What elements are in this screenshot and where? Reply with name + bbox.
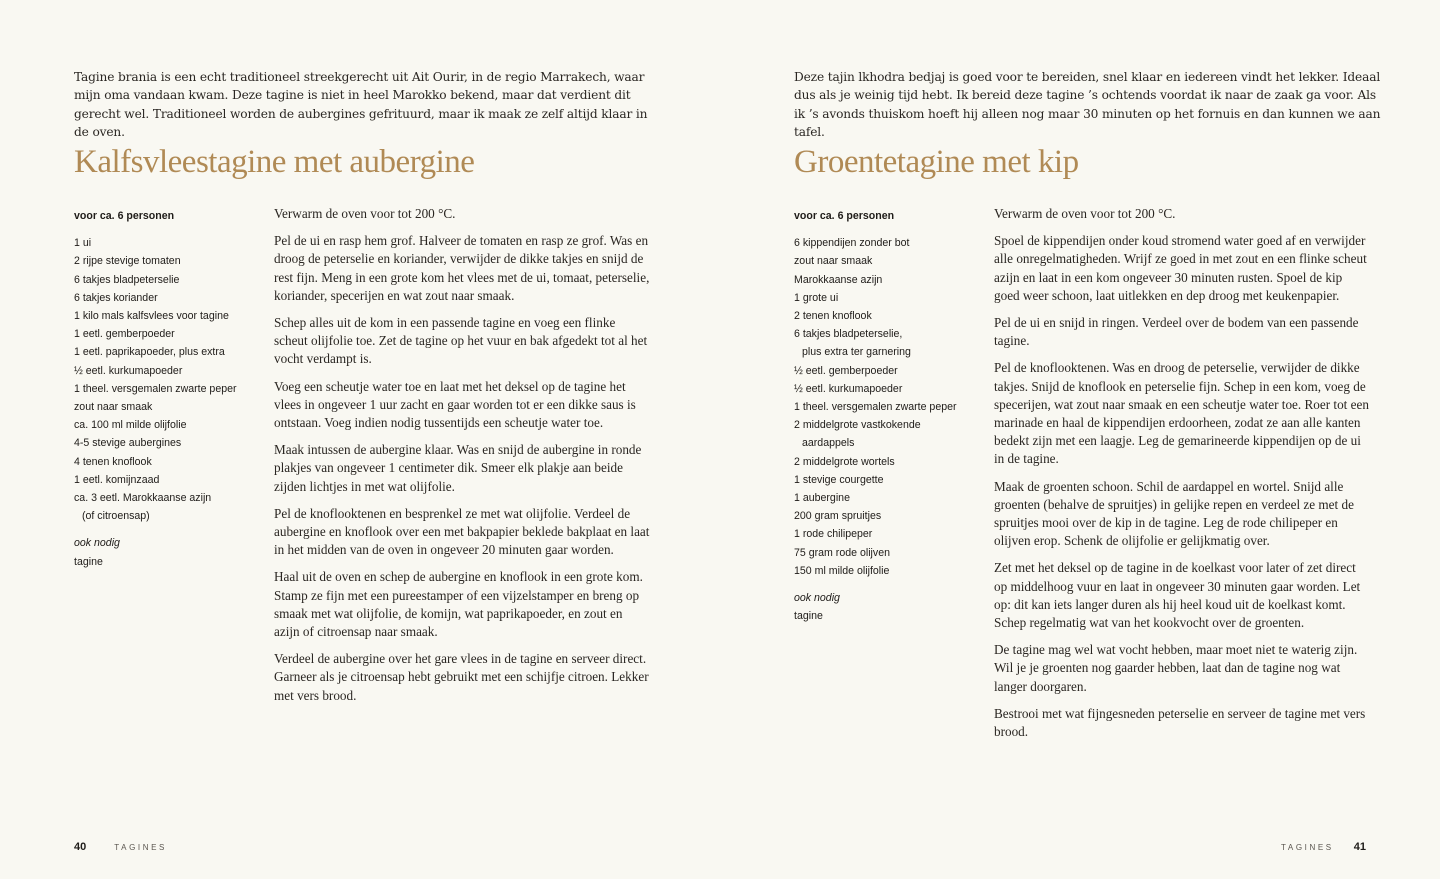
ingredient-item: ½ eetl. kurkumapoeder	[794, 382, 903, 395]
method-step: Verdeel de aubergine over het gare vlees in de tagine en serveer direct. Garneer als je citroensap hebt gebruikt met een schijfje citroen. Lekker met vers brood.	[274, 651, 649, 703]
method-step: Voeg een scheutje water toe en laat met het deksel op de tagine het vlees in ongeveer 1 uur zacht en gaar worden tot er een dikke saus is ontstaan. Voeg indien nodig tussentijds een scheutje water toe.	[274, 378, 636, 431]
ingredient-list	[74, 207, 264, 571]
method-step: Pel de ui en snijd in ringen. Verdeel over de bodem van een passende tagine.	[994, 315, 1359, 349]
section-name: TAGINES	[1281, 843, 1334, 852]
method-step: Verwarm de oven voor tot 200 °C.	[994, 206, 1176, 221]
ingredient-item: 150 ml milde olijfolie	[794, 564, 890, 577]
ingredient-item: 6 takjes koriander	[74, 291, 158, 304]
method-step: Pel de knoflooktenen en besprenkel ze met wat olijfolie. Verdeel de aubergine en knoflook over een met bakpapier beklede bakplaat en laat in het midden van de oven in ongeveer 20 minuten gaar worden.	[274, 505, 650, 558]
ingredient-item: 200 gram spruitjes	[794, 510, 882, 523]
ingredient-item: 1 rode chilipeper	[794, 528, 873, 541]
page-footer	[1281, 841, 1366, 853]
page-number: 41	[1353, 841, 1366, 853]
ingredient-item: 6 kippendijen zonder bot	[794, 237, 910, 250]
section-name: TAGINES	[114, 843, 167, 852]
ingredient-item: 1 aubergine	[794, 492, 850, 505]
ingredient-item: 2 tenen knoflook	[794, 310, 872, 323]
method-step: Zet met het deksel op de tagine in de koelkast voor later of zet direct op middelhoog vuur en laat in ongeveer 30 minuten gaar worden. Let op: dit kan iets langer duren als hij heel koud uit de koelkast komt. Schep regelmatig wat van het kookvocht over de groenten.	[994, 560, 1361, 631]
ingredient-item: 1 eetl. paprikapoeder, plus extra	[74, 346, 225, 359]
page-number: 40	[74, 841, 87, 853]
method-step: Maak de groenten schoon. Schil de aardappel en wortel. Snijd alle groenten (behalve de spruitjes) in gelijke repen en verdeel ze met de spruitjes mooi over de kip in de tagine. Leg de rode chilipeper en olijven erop. Schenk de olijfolie er gelijkmatig over.	[994, 478, 1354, 549]
also-needed-item: tagine	[794, 610, 823, 623]
ingredient-item: 6 takjes bladpeterselie,	[794, 328, 903, 341]
ingredient-item: 4-5 stevige aubergines	[74, 437, 182, 450]
ingredient-item: 1 grote ui	[794, 291, 839, 304]
recipe-title: Groentetagine met kip	[794, 144, 1079, 180]
method-step: Spoel de kippendijen onder koud stromend water goed af en verwijder alle onregelmatigheden. Wrijf ze goed in met zout en een flinke scheut azijn en laat in een kom ongeveer 30 minuten rusten. Spoel de kip goed weer schoon, laat uitlekken en dep droog met keukenpapier.	[994, 233, 1367, 303]
ingredient-item: 1 ui	[74, 237, 92, 250]
ingredient-item: ca. 3 eetl. Marokkaanse azijn	[74, 492, 212, 505]
method-step: Haal uit de oven en schep de aubergine en knoflook in een grote kom. Stamp ze fijn met een pureestamper of een vijzelstamper en breng op smaak met wat olijfolie, de komijn, wat paprikapoeder, en zout en azijn of citroensap naar smaak.	[274, 569, 643, 640]
servings-label: voor ca. 6 personen	[794, 210, 895, 222]
ingredient-item: 75 gram rode olijven	[794, 546, 890, 559]
ingredient-item: Marokkaanse azijn	[794, 273, 883, 286]
ingredient-item: 1 theel. versgemalen zwarte peper	[794, 401, 957, 414]
ingredient-item: 6 takjes bladpeterselie	[74, 273, 180, 286]
ingredient-item: 4 tenen knoflook	[74, 455, 152, 468]
recipe-title: Kalfsvleestagine met aubergine	[74, 144, 475, 180]
also-needed-label: ook nodig	[794, 592, 840, 605]
method-step: Verwarm de oven voor tot 200 °C.	[274, 206, 456, 221]
right-page	[720, 0, 1440, 879]
method-step: Bestrooi met wat fijngesneden peterselie en serveer de tagine met vers brood.	[994, 705, 1366, 740]
page-footer	[74, 841, 167, 853]
ingredient-item: 1 kilo mals kalfsvlees voor tagine	[74, 310, 229, 323]
ingredient-item: 2 rijpe stevige tomaten	[74, 255, 181, 268]
also-needed-label: ook nodig	[74, 537, 120, 550]
ingredient-item: 1 theel. versgemalen zwarte peper	[74, 382, 237, 395]
ingredient-item: ½ eetl. gemberpoeder	[794, 364, 898, 377]
ingredient-item: ca. 100 ml milde olijfolie	[74, 419, 187, 432]
method-step: Maak intussen de aubergine klaar. Was en snijd de aubergine in ronde plakjes van ongeveer 1 centimeter dik. Smeer elk plakje aan beide zijden lichtjes in met wat olijfolie.	[274, 442, 642, 494]
method-step: Pel de ui en rasp hem grof. Halveer de tomaten en rasp ze grof. Was en droog de peterselie en koriander, verwijder de dikke takjes en snijd de rest fijn. Meng in een grote kom het vlees met de ui, tomaat, peterselie, koriander, specerijen en wat zout naar smaak.	[274, 233, 650, 303]
method-step: De tagine mag wel wat vocht hebben, maar moet niet te waterig zijn. Wil je je groenten nog gaarder hebben, laat dan de tagine nog wat langer doorgaren.	[994, 642, 1358, 694]
ingredient-list	[794, 207, 984, 625]
ingredient-item: 2 middelgrote vastkokende	[794, 419, 921, 432]
recipe-intro: Tagine brania is een echt traditioneel streekgerecht uit Ait Ourir, in de regio Marrakech, waar mijn oma vandaan kwam. Deze tagine is niet in heel Marokko bekend, maar dat verdient dit gerecht wel. Traditioneel worden de aubergines gefrituurd, maar ik maak ze zelf altijd klaar in de oven.	[74, 70, 648, 139]
method-steps	[994, 205, 1370, 750]
ingredient-item: 1 eetl. gemberpoeder	[74, 328, 175, 341]
ingredient-item: aardappels	[802, 437, 855, 450]
recipe-intro: Deze tajin lkhodra bedjaj is goed voor te bereiden, snel klaar en iedereen vindt het lekker. Ideaal dus als je weinig tijd hebt. Ik bereid deze tagine ’s ochtends voordat ik naar de zaak ga voor. Als ik ’s avonds thuiskom hoeft hij alleen nog maar 30 minuten op het fornuis en dan kunnen we aan tafel.	[794, 70, 1381, 139]
ingredient-item: 1 eetl. komijnzaad	[74, 473, 160, 486]
ingredient-item: 1 stevige courgette	[794, 473, 884, 486]
ingredient-item: (of citroensap)	[82, 510, 150, 523]
method-step: Pel de knoflooktenen. Was en droog de peterselie, verwijder de dikke takjes. Snijd de knoflook en peterselie fijn. Schep in een kom, voeg de specerijen, wat zout naar smaak en een scheutje water toe. Roer tot een marinade en haal de kippendijen erdoorheen, zodat ze aan alle kanten bedekt zijn met een laagje. Leg de gemarineerde kippendijen op de ui in de tagine.	[994, 360, 1369, 467]
ingredient-item: zout naar smaak	[74, 401, 153, 414]
ingredient-item: 2 middelgrote wortels	[794, 455, 895, 468]
ingredient-item: ½ eetl. kurkumapoeder	[74, 364, 183, 377]
ingredient-item: zout naar smaak	[794, 255, 873, 268]
also-needed-item: tagine	[74, 555, 103, 568]
servings-label: voor ca. 6 personen	[74, 210, 175, 222]
method-steps	[274, 205, 650, 714]
method-step: Schep alles uit de kom in een passende tagine en voeg een flinke scheut olijfolie toe. Zet de tagine op het vuur en bak afgedekt tot al het vocht verdampt is.	[274, 315, 648, 367]
ingredient-item: plus extra ter garnering	[802, 346, 911, 359]
